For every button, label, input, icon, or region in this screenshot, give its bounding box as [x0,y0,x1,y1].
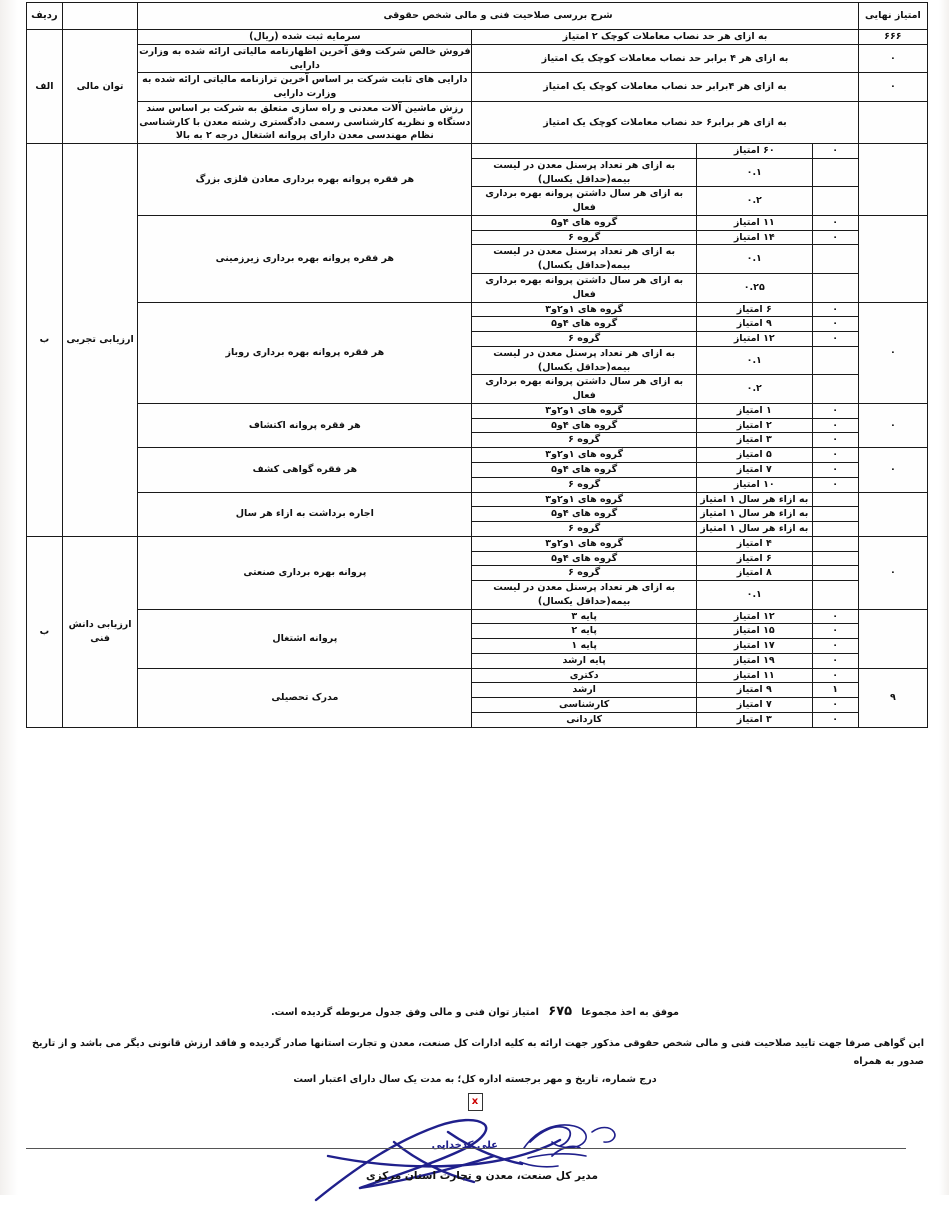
points-cell: ۳ امتیاز [697,433,813,448]
table-row [27,403,928,418]
points-cell: ۹ امتیاز [697,683,813,698]
points-cell: ۱۰ امتیاز [697,477,813,492]
count-cell [812,507,858,522]
description-cell: هر فقره پروانه بهره برداری زیرزمینی [138,215,472,302]
table-row [27,30,928,45]
count-cell: ۰ [812,448,858,463]
criteria-cell: به ازای هر حد نصاب معاملات کوچک ۲ امتیاز [472,30,858,45]
criteria-cell: گروه های ۴و۵ [472,317,697,332]
count-cell [812,375,858,404]
final-score-cell: ۰ [858,44,927,73]
table-header-row [27,3,928,30]
criteria-cell: پایه ۲ [472,624,697,639]
description-cell: رزش ماشین آلات معدنی و راه سازی متعلق به شرکت بر اساس سند دستگاه و نظریه کارشناسی رسمی دادگستری رشته معدن با کارشناسی نظام مهندسی معدن دارای پروانه اشتغال درجه ۲ به بالا [138,101,472,143]
final-score-cell [858,609,927,668]
points-cell: ۰.۲۵ [697,274,813,303]
count-cell: ۰ [812,332,858,347]
criteria-cell: به ازای هر تعداد پرسنل معدن در لیست بیمه(حداقل یکسال) [472,581,697,610]
count-cell: ۰ [812,698,858,713]
description-cell: هر فقره پروانه بهره برداری معادن فلزی بزرگ [138,144,472,216]
count-cell [812,274,858,303]
note-line-2: درج شماره، تاریخ و مهر برجسته اداره کل؛ به مدت یک سال دارای اعتبار است [293,1074,657,1086]
count-cell [812,536,858,551]
count-cell: ۰ [812,653,858,668]
count-cell: ۰ [812,477,858,492]
criteria-cell: به ازای هر سال داشتن پروانه بهره برداری فعال [472,187,697,216]
total-score-line [26,1000,928,1025]
points-cell: ۰.۱ [697,346,813,375]
category-code-cell: ب [27,144,63,537]
count-cell: ۰ [812,144,858,159]
count-cell: ۰ [812,462,858,477]
count-cell: ۰ [812,433,858,448]
criteria-cell [472,144,697,159]
criteria-cell: گروه های ۴و۵ [472,507,697,522]
category-code-cell: الف [27,30,63,144]
description-cell: سرمایه ثبت شده (ریال) [138,30,472,45]
final-score-cell: ۰ [858,302,927,403]
criteria-cell: به ازای هر تعداد پرسنل معدن در لیست بیمه(حداقل یکسال) [472,346,697,375]
table-row [27,668,928,683]
total-score: ۶۷۵ [548,1004,573,1019]
points-cell: ۷ امتیاز [697,462,813,477]
final-score-cell [858,215,927,302]
points-cell: ۱۹ امتیاز [697,653,813,668]
header-row-no: ردیف [27,3,63,30]
points-cell: ۵ امتیاز [697,448,813,463]
points-cell: ۱۱ امتیاز [697,668,813,683]
points-cell: ۶ امتیاز [697,302,813,317]
criteria-cell: به ازای هر ۴برابر حد نصاب معاملات کوچک یک امتیاز [472,73,858,102]
count-cell: ۰ [812,712,858,727]
points-cell: به ازاء هر سال ۱ امتیاز [697,507,813,522]
criteria-cell: گروه ۶ [472,477,697,492]
certificate-sheet [26,2,928,728]
criteria-cell: به ازای هر برابر۶ حد نصاب معاملات کوچک یک امتیاز [472,101,858,143]
final-score-cell [858,144,927,216]
criteria-cell: گروه های ۱و۲و۳ [472,492,697,507]
total-suffix: امتیاز توان فنی و مالی وفق جدول مربوطه گردیده است. [271,1007,539,1018]
count-cell [812,566,858,581]
points-cell: ۴ امتیاز [697,536,813,551]
count-cell: ۰ [812,418,858,433]
description-cell: مدرک تحصیلی [138,668,472,727]
count-cell: ۰ [812,215,858,230]
table-row [27,144,928,159]
criteria-cell: ارشد [472,683,697,698]
table-row [27,44,928,73]
criteria-cell: گروه های ۴و۵ [472,551,697,566]
points-cell: ۱۷ امتیاز [697,639,813,654]
signature-name: علی کدخدایی [431,1139,498,1151]
table-row [27,492,928,507]
x-mark-icon: x [468,1093,483,1111]
footer-block [26,1000,928,1212]
category-name-cell: ارزیابی تجربی [62,144,138,537]
points-cell: ۶۰ امتیاز [697,144,813,159]
criteria-cell: به ازای هر تعداد پرسنل معدن در لیست بیمه(حداقل یکسال) [472,245,697,274]
points-cell: ۱۱ امتیاز [697,215,813,230]
signature-area [26,1112,928,1212]
header-final-score: امتیاز نهایی [858,3,927,30]
final-score-cell [858,101,927,143]
header-spacer [62,3,138,30]
description-cell: هر فقره گواهی کشف [138,448,472,492]
table-row [27,73,928,102]
description-cell: پروانه بهره برداری صنعتی [138,536,472,609]
criteria-cell: دکتری [472,668,697,683]
total-prefix: موفق به اخذ مجموعا [581,1007,679,1018]
category-name-cell: ارزیابی دانش فنی [62,536,138,727]
category-name-cell: توان مالی [62,30,138,144]
criteria-cell: پایه ۱ [472,639,697,654]
final-score-cell: ۰ [858,536,927,609]
criteria-cell: گروه های ۴و۵ [472,215,697,230]
count-cell: ۰ [812,230,858,245]
criteria-cell: به ازای هر سال داشتن پروانه بهره برداری فعال [472,375,697,404]
points-cell: ۰.۲ [697,187,813,216]
final-score-cell: ۰ [858,448,927,492]
points-cell: ۰.۱ [697,245,813,274]
table-row [27,448,928,463]
description-cell: هر فقره پروانه بهره برداری روباز [138,302,472,403]
count-cell [812,492,858,507]
signature-title: مدیر کل صنعت، معدن و تجارت استان مرکزی [365,1169,598,1182]
count-cell: ۰ [812,639,858,654]
points-cell: ۶ امتیاز [697,551,813,566]
criteria-cell: پایه ارشد [472,653,697,668]
count-cell: ۰ [812,403,858,418]
points-cell: ۹ امتیاز [697,317,813,332]
criteria-cell: پایه ۳ [472,609,697,624]
count-cell [812,551,858,566]
criteria-cell: گروه ۶ [472,230,697,245]
criteria-cell: به ازای هر ۴ برابر حد نصاب معاملات کوچک یک امتیاز [472,44,858,73]
points-cell: به ازاء هر سال ۱ امتیاز [697,522,813,537]
arabic-flourish-icon [508,1114,628,1174]
points-cell: ۰.۲ [697,375,813,404]
points-cell: ۲ امتیاز [697,418,813,433]
count-cell: ۰ [812,302,858,317]
count-cell: ۰ [812,624,858,639]
table-row [27,302,928,317]
table-row [27,101,928,143]
table-row [27,609,928,624]
criteria-cell: گروه های ۴و۵ [472,462,697,477]
points-cell: به ازاء هر سال ۱ امتیاز [697,492,813,507]
qualification-table [26,2,928,728]
criteria-cell: گروه ۶ [472,332,697,347]
points-cell: ۱۲ امتیاز [697,332,813,347]
page-edge-left [0,0,18,1195]
criteria-cell: به ازای هر تعداد پرسنل معدن در لیست بیمه(حداقل یکسال) [472,158,697,187]
points-cell: ۱۵ امتیاز [697,624,813,639]
count-cell [812,581,858,610]
description-cell: اجاره برداشت به ازاء هر سال [138,492,472,536]
criteria-cell: گروه های ۴و۵ [472,418,697,433]
page-edge-right [939,0,949,1195]
count-cell [812,346,858,375]
points-cell: ۷ امتیاز [697,698,813,713]
points-cell: ۱۴ امتیاز [697,230,813,245]
points-cell: ۰.۱ [697,581,813,610]
count-cell: ۰ [812,609,858,624]
description-cell: پروانه اشتغال [138,609,472,668]
x-mark-wrap [26,1093,928,1111]
points-cell: ۳ امتیاز [697,712,813,727]
final-score-cell: ۹ [858,668,927,727]
points-cell: ۱۲ امتیاز [697,609,813,624]
page-bottom-rule [26,1148,906,1149]
points-cell: ۱ امتیاز [697,403,813,418]
count-cell [812,158,858,187]
final-score-cell [858,492,927,536]
count-cell: ۰ [812,668,858,683]
count-cell [812,245,858,274]
criteria-cell: گروه ۶ [472,522,697,537]
note-line-1: این گواهی صرفا جهت تایید صلاحیت فنی و مالی شخص حقوقی مذکور جهت ارائه به کلیه ادارات کل صنعت، معدن و تجارت استانها صادر گردیده و فاقد ارزش قانونی دیگر می باشد و از تاریخ صدور به همراه [32,1037,924,1067]
criteria-cell: گروه های ۱و۲و۳ [472,302,697,317]
final-score-cell: ۰ [858,403,927,447]
table-row [27,215,928,230]
criteria-cell: به ازای هر سال داشتن پروانه بهره برداری فعال [472,274,697,303]
criteria-cell: کاردانی [472,712,697,727]
table-row [27,536,928,551]
final-score-cell: ۰ [858,73,927,102]
count-cell [812,187,858,216]
count-cell: ۰ [812,317,858,332]
count-cell: ۱ [812,683,858,698]
description-cell: دارایی های ثابت شرکت بر اساس آخرین ترازنامه مالیاتی ارائه شده به وزارت دارایی [138,73,472,102]
points-cell: ۸ امتیاز [697,566,813,581]
criteria-cell: گروه های ۱و۲و۳ [472,403,697,418]
criteria-cell: گروه های ۱و۲و۳ [472,536,697,551]
criteria-cell: گروه ۶ [472,566,697,581]
description-cell: هر فقره پروانه اکتشاف [138,403,472,447]
points-cell: ۰.۱ [697,158,813,187]
criteria-cell: کارشناسی [472,698,697,713]
criteria-cell: گروه های ۱و۲و۳ [472,448,697,463]
header-description: شرح بررسی صلاحیت فنی و مالی شخص حقوقی [138,3,858,30]
category-code-cell: ب [27,536,63,727]
description-cell: فروش خالص شرکت وفق آخرین اظهارنامه مالیاتی ارائه شده به وزارت دارایی [138,44,472,73]
count-cell [812,522,858,537]
final-score-cell: ۶۶۶ [858,30,927,45]
criteria-cell: گروه ۶ [472,433,697,448]
